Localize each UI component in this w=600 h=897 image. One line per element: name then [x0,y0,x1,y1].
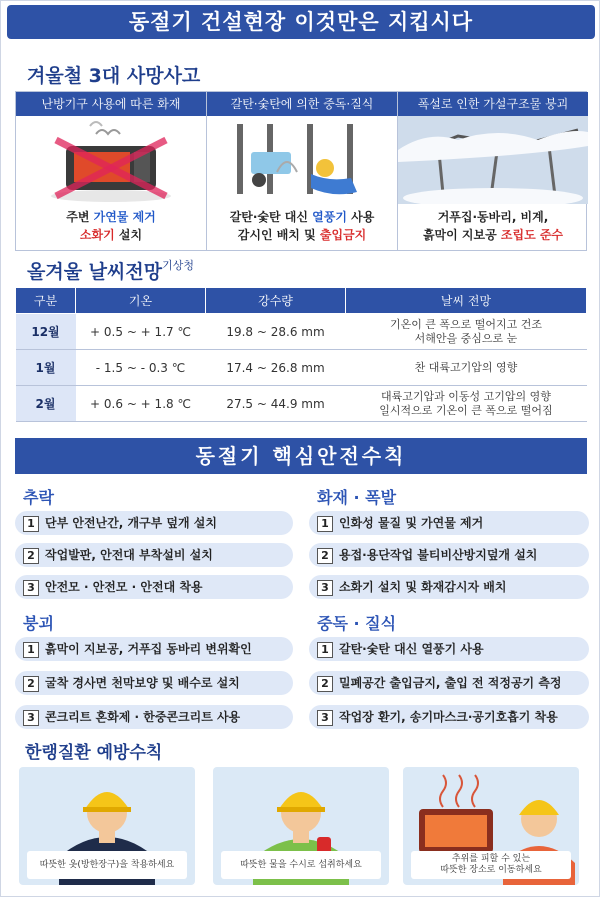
rule-number: 2 [317,548,333,564]
category-poisoning-title: 중독 · 질식 [317,614,397,633]
weather-forecast [346,350,587,386]
measure-text: 주변 [66,210,94,224]
caption-line: 따뜻한 물을 수시로 섭취하세요 [240,859,362,870]
weather-temp: + 0.6 ~ + 1.8 ℃ [76,386,206,422]
accident-collapse [398,92,588,250]
measure-text: 사용 [346,210,375,224]
measure-text: 설치 [114,228,143,242]
safety-section-banner: 동절기 핵심안전수칙 [15,438,587,474]
weather-col-header: 구분 [16,288,76,314]
weather-month: 2월 [16,386,76,422]
weather-section-title [27,257,194,284]
weather-header-row [16,288,587,314]
cold-card [19,767,195,885]
rule-item [15,511,293,535]
rule-number: 3 [23,580,39,596]
rule-item [15,543,293,567]
rule-item [15,671,293,695]
accident-collapse-heading: 폭설로 인한 가설구조물 붕괴 [398,92,588,116]
rule-number: 3 [317,580,333,596]
measure-text: 흙막이 지보공 [422,228,501,242]
rule-text: 갈탄·숯탄 대신 열풍기 사용 [339,642,484,656]
accident-poisoning-measures [207,204,397,250]
rule-item [309,543,589,567]
weather-precip: 19.8 ~ 28.6 mm [206,314,346,350]
accidents-section-title: 겨울철 3대 사망사고 [27,65,201,87]
page-title: 동절기 건설현장 이것만은 지킵시다 [7,5,595,39]
rule-number: 3 [317,710,333,726]
measure-text: 감시인 배치 및 [237,228,320,242]
measure-highlight: 소화기 [79,228,115,242]
weather-title-text: 올겨울 날씨전망 [27,261,163,283]
weather-col-header: 날씨 전망 [346,288,587,314]
cold-card-caption [27,851,187,879]
rule-text: 단부 안전난간, 개구부 덮개 설치 [45,516,217,530]
rule-item [309,637,589,661]
charcoal-poisoning-icon [207,116,397,204]
forecast-line: 기온이 큰 폭으로 떨어지고 건조 [389,317,543,331]
accident-poisoning [207,92,398,250]
forecast-line: 서해안을 중심으로 눈 [414,331,518,345]
measure-highlight: 조립도 준수 [500,228,564,242]
rule-text: 소화기 설치 및 화재감시자 배치 [339,580,507,594]
measure-highlight: 가연물 제거 [93,210,156,224]
accident-fire-measures [16,204,206,250]
rule-text: 인화성 물질 및 가연물 제거 [339,516,484,530]
weather-month: 1월 [16,350,76,386]
weather-forecast [346,386,587,422]
rule-text: 용접·용단작업 불티비산방지덮개 설치 [339,548,538,562]
accident-poisoning-heading: 갈탄·숯탄에 의한 중독·질식 [207,92,397,116]
accident-collapse-measures [398,204,588,250]
rule-number: 1 [317,642,333,658]
category-fall-title: 추락 [23,488,54,507]
weather-table [15,287,587,422]
cold-card [403,767,579,885]
cold-card-caption [411,851,571,879]
weather-temp: - 1.5 ~ - 0.3 ℃ [76,350,206,386]
cold-section-title: 한랭질환 예방수칙 [25,743,163,763]
caption-line: 추위를 피할 수 있는 [451,854,531,864]
snow-collapse-icon [398,116,588,204]
rule-number: 3 [23,710,39,726]
rule-item [309,705,589,729]
measure-text: 갈탄·숯탄 대신 [229,210,313,224]
rule-item [15,575,293,599]
forecast-line: 일시적으로 기온이 큰 폭으로 떨어짐 [379,403,553,417]
rule-item [309,575,589,599]
weather-precip: 17.4 ~ 26.8 mm [206,350,346,386]
heater-fire-icon [16,116,206,204]
rule-text: 콘크리트 혼화제 · 한중콘크리트 사용 [45,710,241,724]
table-row [16,386,587,422]
rule-item [309,511,589,535]
caption-line: 따뜻한 장소로 이동하세요 [440,865,542,875]
cold-card [213,767,389,885]
rule-text: 작업장 환기, 송기마스크·공기호흡기 착용 [339,710,558,724]
rule-number: 2 [317,676,333,692]
measure-text: 거푸집·동바리, 비계, [437,210,549,224]
weather-precip: 27.5 ~ 44.9 mm [206,386,346,422]
rule-text: 안전모 · 안전모 · 안전대 착용 [45,580,203,594]
weather-col-header: 강수량 [206,288,346,314]
rule-number: 2 [23,676,39,692]
category-collapse-title: 붕괴 [23,614,54,633]
accident-fire-heading: 난방기구 사용에 따른 화재 [16,92,206,116]
table-row [16,314,587,350]
weather-col-header: 기온 [76,288,206,314]
weather-source: 기상청 [162,259,194,272]
category-fire-title: 화재 · 폭발 [317,488,397,507]
measure-highlight: 출입금지 [319,228,367,242]
accidents-panel [15,91,587,251]
rule-number: 1 [23,516,39,532]
rule-number: 1 [317,516,333,532]
rule-number: 1 [23,642,39,658]
rule-text: 흙막이 지보공, 거푸집 동바리 변위확인 [45,642,252,656]
weather-month: 12월 [16,314,76,350]
cold-card-caption [221,851,381,879]
weather-forecast [346,314,587,350]
rule-item [15,705,293,729]
table-row [16,350,587,386]
caption-line: 따뜻한 옷(방한장구)을 착용하세요 [39,859,175,870]
rule-item [309,671,589,695]
forecast-line: 찬 대륙고기압의 영향 [414,360,518,374]
rule-number: 2 [23,548,39,564]
rule-text: 굴착 경사면 천막보양 및 배수로 설치 [45,676,240,690]
measure-highlight: 열풍기 [312,210,347,224]
forecast-line: 대륙고기압과 이동성 고기압의 영향 [381,389,551,403]
rule-text: 밀폐공간 출입금지, 출입 전 적정공기 측정 [339,676,562,690]
accident-fire [16,92,207,250]
rule-text: 작업발판, 안전대 부착설비 설치 [45,548,213,562]
weather-temp: + 0.5 ~ + 1.7 ℃ [76,314,206,350]
rule-item [15,637,293,661]
